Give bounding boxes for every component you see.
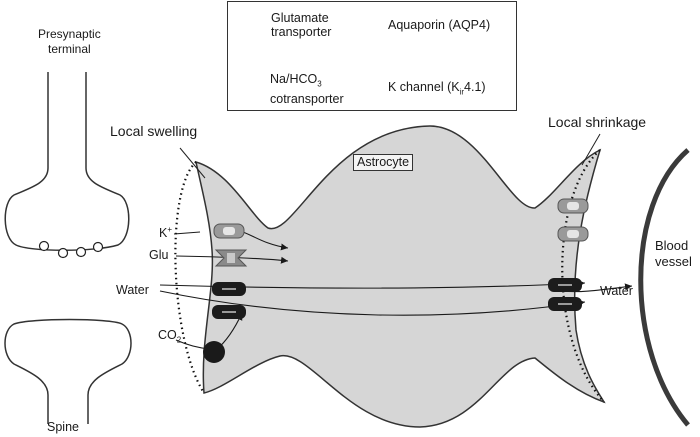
k-channel-icon	[558, 199, 588, 213]
co2-sub: 2	[176, 335, 182, 345]
legend-glutamate-line1: Glutamate	[271, 11, 329, 25]
legend-glutamate-transporter-label	[271, 11, 331, 39]
legend-glutamate-line2: transporter	[271, 25, 332, 39]
co2-main: CO	[158, 328, 177, 342]
synaptic-vesicle	[77, 248, 86, 257]
k-ion-main: K	[159, 226, 168, 241]
presynaptic-line2: terminal	[48, 42, 91, 56]
blood-vessel-line1: Blood	[655, 238, 689, 253]
legend-nahco3-line2: cotransporter	[270, 91, 344, 106]
blood-vessel-label	[655, 238, 692, 270]
water-right-label: Water	[600, 284, 633, 298]
glu-label: Glu	[149, 248, 169, 262]
local-swelling-leader	[180, 148, 205, 178]
k-ion-sup: +	[167, 225, 173, 234]
synaptic-vesicle	[59, 249, 68, 258]
na-hco3-cotransporter-icon	[203, 341, 225, 363]
presynaptic-terminal	[5, 72, 129, 250]
local-swelling-boundary	[175, 162, 204, 393]
blood-vessel-line2: vessel	[655, 254, 692, 269]
astrocyte-body	[196, 126, 604, 427]
aquaporin-icon	[548, 278, 582, 292]
aquaporin-icon	[212, 305, 246, 319]
legend-na-hco3-label	[270, 72, 344, 106]
synaptic-vesicle	[94, 243, 103, 252]
aquaporin-icon	[212, 282, 246, 296]
local-shrinkage-label: Local shrinkage	[548, 114, 647, 130]
presynaptic-line1: Presynaptic	[38, 27, 101, 41]
legend-nahco3-sub: 3	[317, 79, 322, 89]
legend-k-channel-main: K channel (K	[388, 80, 460, 94]
aquaporin-icon	[548, 297, 582, 311]
co2-label	[158, 328, 181, 345]
blood-vessel-wall	[641, 150, 688, 425]
k-channel-icon	[214, 224, 244, 238]
legend-aquaporin-label: Aquaporin (AQP4)	[388, 18, 491, 32]
k-ion-arrow	[174, 232, 200, 234]
legend-k-channel-tail: 4.1)	[464, 80, 486, 94]
spine-label: Spine	[47, 420, 79, 434]
k-channel-icon	[558, 227, 588, 241]
local-swelling-label: Local swelling	[110, 123, 198, 139]
k-ion-label	[159, 225, 172, 240]
presynaptic-terminal-label	[38, 27, 101, 57]
legend-k-channel-label	[388, 80, 486, 100]
legend-nahco3-main: Na/HCO	[270, 72, 318, 86]
water-left-label: Water	[116, 283, 149, 297]
dendritic-spine	[5, 320, 131, 425]
astrocyte-label: Astrocyte	[353, 154, 413, 171]
legend-k-channel-sub: ir	[459, 87, 465, 97]
synaptic-vesicle	[40, 242, 49, 251]
